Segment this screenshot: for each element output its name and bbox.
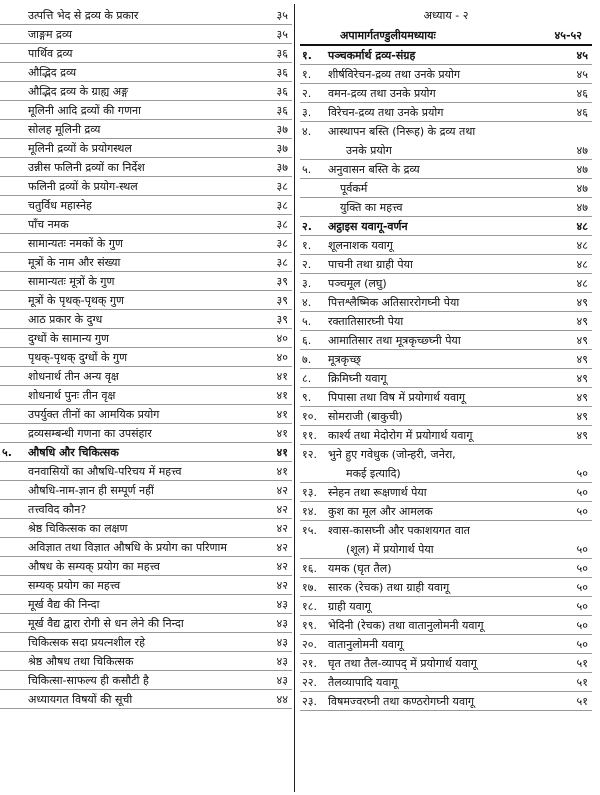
toc-entry xyxy=(0,424,292,443)
entry-title: भेदिनी (रेचक) तथा वातानुलोमनी यवागू xyxy=(328,619,484,632)
entry-title: पाँच नमक xyxy=(28,218,69,231)
entry-page: ५१ xyxy=(576,657,588,670)
toc-entry xyxy=(0,63,292,82)
chapter-title-row xyxy=(300,25,592,46)
entry-number: ९. xyxy=(302,391,312,404)
entry-number: ४. xyxy=(302,296,312,309)
chapter-page-range: ४५-५२ xyxy=(554,29,582,42)
entry-page: ३९ xyxy=(276,294,288,307)
entry-title: पार्थिव द्रव्य xyxy=(28,47,73,60)
entry-page: ४७ xyxy=(576,182,588,195)
toc-entry xyxy=(0,538,292,557)
toc-entry xyxy=(0,690,292,709)
toc-entry xyxy=(0,310,292,329)
entry-number: २०. xyxy=(302,638,317,651)
entry-number: २३. xyxy=(302,695,317,708)
entry-page: ३९ xyxy=(276,313,288,326)
entry-title: फलिनी द्रव्यों के प्रयोग-स्थल xyxy=(28,180,138,193)
entry-page: ५० xyxy=(576,581,588,594)
entry-page: ४१ xyxy=(276,427,288,440)
entry-title: उपर्युक्त तीनों का आमयिक प्रयोग xyxy=(28,408,160,421)
toc-entry xyxy=(0,82,292,101)
entry-title: पूर्वकर्म xyxy=(340,182,368,195)
entry-number: ७. xyxy=(302,353,312,366)
entry-title: पाचनी तथा ग्राही पेया xyxy=(328,258,413,271)
toc-entry xyxy=(300,84,592,103)
entry-page: ५० xyxy=(576,543,588,556)
entry-title: मूलिनी आदि द्रव्यों की गणना xyxy=(28,104,141,117)
toc-entry xyxy=(300,103,592,122)
entry-page: ४६ xyxy=(576,106,588,119)
entry-page: ५० xyxy=(576,505,588,518)
entry-page: ४१ xyxy=(276,408,288,421)
entry-title: यमक (घृत तैल) xyxy=(328,562,392,575)
toc-entry xyxy=(300,293,592,312)
entry-title: शीर्षविरेचन-द्रव्य तथा उनके प्रयोग xyxy=(328,68,461,81)
entry-number: १९. xyxy=(302,619,317,632)
toc-entry xyxy=(0,481,292,500)
entry-page: ४८ xyxy=(576,258,588,271)
toc-entry xyxy=(300,692,592,711)
entry-page: ४२ xyxy=(276,579,288,592)
toc-entry xyxy=(300,578,592,597)
entry-page: ५० xyxy=(576,486,588,499)
entry-title: औद्भिद द्रव्य xyxy=(28,66,77,79)
toc-entry xyxy=(300,654,592,673)
entry-title: पिपासा तथा विष में प्रयोगार्थ यवागू xyxy=(328,391,466,404)
toc-left-column xyxy=(0,6,292,709)
toc-entry xyxy=(0,291,292,310)
toc-entry xyxy=(300,521,592,540)
entry-page: ३८ xyxy=(276,218,288,231)
toc-entry xyxy=(0,253,292,272)
entry-title: मूर्ख वैद्य द्वारा रोगी से धन लेने की निन्दा xyxy=(28,617,184,630)
toc-entry xyxy=(0,500,292,519)
entry-title: श्रेष्ठ औषध तथा चिकित्सक xyxy=(28,655,134,668)
entry-title: सामान्यतः मूत्रों के गुण xyxy=(28,275,115,288)
entry-title: सामान्यतः नमकों के गुण xyxy=(28,237,123,250)
entry-page: ४३ xyxy=(276,674,288,687)
entry-page: ५० xyxy=(576,600,588,613)
entry-title: चिकित्सक सदा प्रयत्नशील रहे xyxy=(28,636,146,649)
entry-page: ४१ xyxy=(276,389,288,402)
entry-title: रक्तातिसारघ्नी पेया xyxy=(328,315,404,328)
toc-entry xyxy=(0,405,292,424)
entry-number: २२. xyxy=(302,676,317,689)
toc-entry xyxy=(300,350,592,369)
entry-page: ४५ xyxy=(576,49,588,62)
toc-entry xyxy=(0,633,292,652)
entry-page: ३७ xyxy=(276,142,288,155)
entry-number: १७. xyxy=(302,581,317,594)
entry-title: कार्श्य तथा मेदोरोग में प्रयोगार्थ यवागू xyxy=(328,429,473,442)
toc-entry xyxy=(0,462,292,481)
entry-number: ५. xyxy=(302,315,312,328)
entry-number: ५. xyxy=(302,163,312,176)
entry-number: २. xyxy=(302,258,312,271)
entry-number: ३. xyxy=(302,106,312,119)
entry-number: ८. xyxy=(302,372,312,385)
entry-number: ६. xyxy=(302,334,312,347)
entry-number: ४. xyxy=(302,125,312,138)
toc-entry xyxy=(300,160,592,179)
toc-entry xyxy=(0,614,292,633)
entry-page: ३८ xyxy=(276,256,288,269)
toc-entry xyxy=(300,46,592,65)
toc-entry xyxy=(0,177,292,196)
entry-page: ५० xyxy=(576,467,588,480)
toc-entry xyxy=(300,426,592,445)
entry-title: चिकित्सा-साफल्य ही कसौटी है xyxy=(28,674,149,687)
entry-title: वमन-द्रव्य तथा उनके प्रयोग xyxy=(328,87,436,100)
entry-title: औषधि और चिकित्सक xyxy=(28,446,119,459)
entry-number: २. xyxy=(302,87,312,100)
toc-entry xyxy=(300,483,592,502)
entry-page: ५१ xyxy=(576,676,588,689)
toc-entry xyxy=(0,595,292,614)
toc-entry xyxy=(0,196,292,215)
entry-title: क्रिमिघ्नी यवागू xyxy=(328,372,387,385)
toc-entry xyxy=(0,6,292,25)
entry-number: २१. xyxy=(302,657,317,670)
entry-page: ३७ xyxy=(276,123,288,136)
entry-number: १. xyxy=(302,49,312,62)
entry-title: सोमराजी (बाकुची) xyxy=(328,410,403,423)
toc-entry xyxy=(300,236,592,255)
entry-title: पञ्चमूल (लघु) xyxy=(328,277,387,290)
entry-page: ३६ xyxy=(276,47,288,60)
entry-title: मूर्ख वैद्य की निन्दा xyxy=(28,598,100,611)
entry-page: ४९ xyxy=(576,391,588,404)
entry-title: जाङ्गम द्रव्य xyxy=(28,28,73,41)
entry-number: ११. xyxy=(302,429,317,442)
toc-entry xyxy=(300,597,592,616)
entry-number: १३. xyxy=(302,486,317,499)
toc-entry xyxy=(0,139,292,158)
entry-page: ४२ xyxy=(276,560,288,573)
entry-title: विषमज्वरघ्नी तथा कण्ठरोगघ्नी यवागू xyxy=(328,695,475,708)
entry-page: ४९ xyxy=(576,410,588,423)
toc-entry xyxy=(300,179,592,198)
entry-number: १४. xyxy=(302,505,317,518)
entry-title: सारक (रेचक) तथा ग्राही यवागू xyxy=(328,581,450,594)
entry-page: ४२ xyxy=(276,541,288,554)
entry-title: अविज्ञात तथा विज्ञात औषधि के प्रयोग का परिणाम xyxy=(28,541,227,554)
entry-title: आस्थापन बस्ति (निरूह) के द्रव्य तथा xyxy=(328,125,476,138)
entry-page: ३८ xyxy=(276,199,288,212)
entry-page: ४९ xyxy=(576,429,588,442)
entry-page: ४७ xyxy=(576,163,588,176)
entry-title: आठ प्रकार के दुग्ध xyxy=(28,313,103,326)
column-divider xyxy=(294,4,295,792)
chapter-title: अपामार्गतण्डुलीयमध्यायः xyxy=(340,29,436,42)
entry-page: ४४ xyxy=(276,693,288,706)
entry-title: कुश का मूल और आमलक xyxy=(328,505,433,518)
entry-title: मूत्रों के पृथक्-पृथक् गुण xyxy=(28,294,125,307)
entry-title: उत्पत्ति भेद से द्रव्य के प्रकार xyxy=(28,9,139,22)
entry-page: ४८ xyxy=(576,220,588,233)
toc-entry xyxy=(300,635,592,654)
entry-page: ४५ xyxy=(576,68,588,81)
entry-number: १८. xyxy=(302,600,317,613)
entry-page: ३९ xyxy=(276,275,288,288)
entry-page: ५१ xyxy=(576,695,588,708)
toc-entry xyxy=(300,312,592,331)
toc-entry xyxy=(300,388,592,407)
entry-title: सोलह मूलिनी द्रव्य xyxy=(28,123,101,136)
entry-page: ४२ xyxy=(276,503,288,516)
entry-page: ४९ xyxy=(576,353,588,366)
entry-title: शूलनाशक यवागू xyxy=(328,239,393,252)
toc-entry xyxy=(0,557,292,576)
entry-page: ४७ xyxy=(576,144,588,157)
toc-entry xyxy=(300,445,592,464)
toc-right-list xyxy=(300,46,592,711)
entry-page: ४९ xyxy=(576,334,588,347)
entry-number: १५. xyxy=(302,524,317,537)
toc-entry xyxy=(300,274,592,293)
entry-page: ४१ xyxy=(276,465,288,478)
chapter-heading-text: अध्याय - २ xyxy=(423,9,469,22)
toc-entry xyxy=(0,101,292,120)
entry-number: १. xyxy=(302,239,312,252)
entry-title: तैलव्यापादि यवागू xyxy=(328,676,398,689)
entry-title: मकई इत्यादि) xyxy=(346,467,401,480)
entry-page: ४३ xyxy=(276,655,288,668)
entry-page: ४६ xyxy=(576,87,588,100)
entry-title: (शूल) में प्रयोगार्थ पेया xyxy=(346,543,434,556)
toc-entry xyxy=(0,652,292,671)
entry-title: मूत्रों के नाम और संख्या xyxy=(28,256,121,269)
entry-title: वातानुलोमनी यवागू xyxy=(328,638,404,651)
entry-number: ३. xyxy=(302,277,312,290)
entry-page: ४१ xyxy=(276,446,288,459)
entry-page: ३६ xyxy=(276,85,288,98)
entry-title: भुने हुए गवेधुक (जोन्हरी, जनेरा, xyxy=(328,448,456,461)
toc-entry xyxy=(0,443,292,462)
entry-page: ३६ xyxy=(276,104,288,117)
toc-entry xyxy=(300,559,592,578)
chapter-heading xyxy=(300,6,592,25)
toc-entry xyxy=(0,329,292,348)
entry-page: ४० xyxy=(276,332,288,345)
entry-title: औद्भिद द्रव्य के ग्राह्य अङ्ग xyxy=(28,85,129,98)
entry-page: ३७ xyxy=(276,161,288,174)
entry-title: वनवासियों का औषधि-परिचय में महत्त्व xyxy=(28,465,182,478)
entry-title: पित्तश्लैष्मिक अतिसाररोगघ्नी पेया xyxy=(328,296,460,309)
entry-title: उनके प्रयोग xyxy=(346,144,392,157)
entry-title: युक्ति का महत्त्व xyxy=(340,201,403,214)
entry-page: ४७ xyxy=(576,201,588,214)
toc-entry xyxy=(300,198,592,217)
entry-title: तत्त्वविद कौन? xyxy=(28,503,87,516)
toc-entry xyxy=(0,272,292,291)
entry-page: ४२ xyxy=(276,522,288,535)
entry-title: औषध के सम्यक् प्रयोग का महत्त्व xyxy=(28,560,160,573)
entry-page: ३५ xyxy=(276,9,288,22)
toc-right-column xyxy=(300,6,592,711)
entry-title: उन्नीस फलिनी द्रव्यों का निर्देश xyxy=(28,161,145,174)
entry-title: द्रव्यसम्बन्धी गणना का उपसंहार xyxy=(28,427,152,440)
entry-number: ५. xyxy=(2,446,12,459)
toc-entry xyxy=(0,234,292,253)
entry-page: ४९ xyxy=(576,372,588,385)
toc-entry xyxy=(0,576,292,595)
toc-entry xyxy=(0,386,292,405)
toc-entry xyxy=(300,217,592,236)
entry-page: ३५ xyxy=(276,28,288,41)
entry-title: मूलिनी द्रव्यों के प्रयोगस्थल xyxy=(28,142,132,155)
toc-entry xyxy=(300,255,592,274)
entry-title: शोधनार्थ तीन अन्य वृक्ष xyxy=(28,370,119,383)
toc-entry xyxy=(0,348,292,367)
entry-number: १०. xyxy=(302,410,317,423)
entry-title: मूत्रकृच्छ् xyxy=(328,353,361,366)
entry-page: ४२ xyxy=(276,484,288,497)
entry-title: स्नेहन तथा रूक्षणार्थ पेया xyxy=(328,486,427,499)
entry-page: ४३ xyxy=(276,636,288,649)
toc-entry xyxy=(0,158,292,177)
entry-title: अट्ठाइस यवागू-वर्णन xyxy=(328,220,408,233)
toc-entry xyxy=(0,671,292,690)
entry-page: ४३ xyxy=(276,598,288,611)
entry-number: १६. xyxy=(302,562,317,575)
entry-page: ४३ xyxy=(276,617,288,630)
entry-page: ४९ xyxy=(576,296,588,309)
entry-title: घृत तथा तैल-व्यापद् में प्रयोगार्थ यवागू xyxy=(328,657,477,670)
entry-page: ४० xyxy=(276,351,288,364)
toc-entry xyxy=(0,44,292,63)
entry-page: ३८ xyxy=(276,237,288,250)
toc-entry xyxy=(0,519,292,538)
entry-page: ५० xyxy=(576,562,588,575)
entry-number: १. xyxy=(302,68,312,81)
toc-entry xyxy=(300,407,592,426)
entry-number: २. xyxy=(302,220,312,233)
toc-entry xyxy=(300,122,592,141)
toc-entry xyxy=(300,502,592,521)
entry-title: आमातिसार तथा मूत्रकृच्छ्घ्नी पेया xyxy=(328,334,461,347)
toc-entry xyxy=(300,673,592,692)
toc-entry xyxy=(0,215,292,234)
toc-entry xyxy=(300,141,592,160)
entry-title: श्रेष्ठ चिकित्सक का लक्षण xyxy=(28,522,128,535)
entry-number: १२. xyxy=(302,448,317,461)
toc-entry xyxy=(0,120,292,139)
entry-title: औषधि-नाम-ज्ञान ही सम्पूर्ण नहीं xyxy=(28,484,154,497)
toc-entry xyxy=(300,65,592,84)
entry-page: ४९ xyxy=(576,315,588,328)
entry-title: पञ्चकर्मार्थ द्रव्य-संग्रह xyxy=(328,49,416,62)
entry-page: ५० xyxy=(576,638,588,651)
entry-title: अध्यायगत विषयों की सूची xyxy=(28,693,133,706)
toc-entry xyxy=(0,25,292,44)
entry-page: ३६ xyxy=(276,66,288,79)
toc-entry xyxy=(300,464,592,483)
entry-page: ५० xyxy=(576,619,588,632)
entry-title: श्वास-कासघ्नी और पकाशयगत वात xyxy=(328,524,470,537)
entry-title: दुग्धों के सामान्य गुण xyxy=(28,332,109,345)
entry-page: ३८ xyxy=(276,180,288,193)
entry-page: ४८ xyxy=(576,277,588,290)
toc-entry xyxy=(0,367,292,386)
entry-title: सम्यक् प्रयोग का महत्त्व xyxy=(28,579,121,592)
toc-entry xyxy=(300,616,592,635)
toc-entry xyxy=(300,331,592,350)
entry-title: ग्राही यवागू xyxy=(328,600,371,613)
entry-title: पृथक्-पृथक् दुग्धों के गुण xyxy=(28,351,128,364)
entry-title: विरेचन-द्रव्य तथा उनके प्रयोग xyxy=(328,106,444,119)
toc-entry xyxy=(300,369,592,388)
toc-entry xyxy=(300,540,592,559)
entry-title: शोधनार्थ पुनः तीन वृक्ष xyxy=(28,389,116,402)
entry-page: ४१ xyxy=(276,370,288,383)
entry-title: चतुर्विध महास्नेह xyxy=(28,199,92,212)
entry-page: ४८ xyxy=(576,239,588,252)
entry-title: अनुवासन बस्ति के द्रव्य xyxy=(328,163,420,176)
